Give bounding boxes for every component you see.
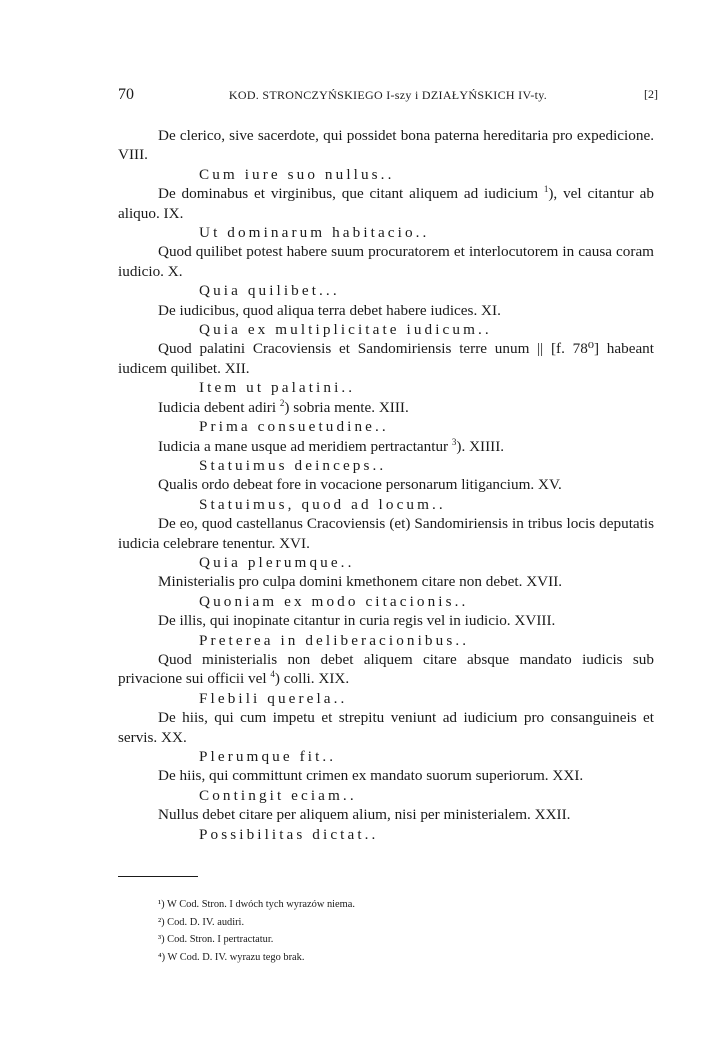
rubric-entry: De clerico, sive sacerdote, qui possidet bona paterna hereditaria pro expedicione. VIII. bbox=[118, 127, 654, 164]
rubric-text: ) sobria mente. XIII. bbox=[284, 398, 409, 416]
incipit-line: Quoniam ex modo citacionis.. bbox=[199, 592, 469, 610]
incipit-line: Preterea in deliberacionibus.. bbox=[199, 631, 470, 649]
rubric-entry bbox=[118, 398, 654, 417]
incipit-line: Prima consuetudine.. bbox=[199, 418, 389, 436]
footnote-ref: 3 bbox=[451, 436, 457, 447]
rubric-entry bbox=[118, 650, 654, 689]
incipit-line: Statuimus, quod ad locum.. bbox=[199, 495, 446, 513]
rubric-text: De dominabus et virginibus, que citant aliquem ad iudicium bbox=[158, 185, 539, 203]
rubric-entry bbox=[118, 184, 654, 223]
rubric-entry: Quod palatini Cracoviensis et Sandomiriensis terre unum || [f. 78⁰] habeant iudicem quilibet. XII. bbox=[118, 340, 654, 377]
footnote: ⁴) W Cod. D. IV. wyrazu tego brak. bbox=[158, 951, 305, 963]
incipit-line: Quia quilibet... bbox=[199, 282, 340, 300]
incipit-line: Quia plerumque.. bbox=[199, 553, 355, 571]
rubric-text: Quod ministerialis non debet aliquem citare absque mandato iudicis sub privacione sui officii vel bbox=[118, 650, 654, 688]
main-text bbox=[118, 126, 654, 844]
footnote: ²) Cod. D. IV. audiri. bbox=[158, 916, 245, 928]
rubric-entry: De illis, qui inopinate citantur in curia regis vel in iudicio. XVIII. bbox=[158, 612, 556, 630]
page-number: 70 bbox=[118, 86, 134, 103]
rubric-entry: De eo, quod castellanus Cracoviensis (et) Sandomiriensis in tribus locis deputatis iudicia celebrare tenentur. XVI. bbox=[118, 515, 654, 552]
rubric-entry: Qualis ordo debeat fore in vocacione personarum litigancium. XV. bbox=[158, 476, 562, 494]
footnote: ³) Cod. Stron. I pertractatur. bbox=[158, 934, 274, 945]
incipit-line: Quia ex multiplicitate iudicum.. bbox=[199, 321, 492, 339]
rubric-text: ) colli. XIX. bbox=[274, 670, 350, 688]
incipit-line: Cum iure suo nullus.. bbox=[199, 165, 395, 183]
footnote-ref: 4 bbox=[270, 669, 275, 680]
rubric-entry: Quod quilibet potest habere suum procuratorem et interlocutorem in causa coram iudicio. X. bbox=[118, 243, 654, 280]
rubric-entry: Nullus debet citare per aliquem alium, nisi per ministerialem. XXII. bbox=[158, 806, 571, 824]
incipit-line: Ut dominarum habitacio.. bbox=[199, 224, 430, 242]
rubric-text: ). XIIII. bbox=[456, 437, 505, 455]
incipit-line: Contingit eciam.. bbox=[199, 786, 357, 804]
incipit-line: Flebili querela.. bbox=[199, 689, 348, 707]
incipit-line: Item ut palatini.. bbox=[199, 379, 356, 397]
incipit-line: Possibilitas dictat.. bbox=[199, 825, 379, 843]
rubric-entry: De iudicibus, quod aliqua terra debet habere iudices. XI. bbox=[158, 301, 501, 319]
rubric-entry: De hiis, qui committunt crimen ex mandato suorum superiorum. XXI. bbox=[158, 767, 584, 785]
rubric-text: ), vel citantur ab aliquo. IX. bbox=[118, 185, 655, 222]
rubric-entry: De hiis, qui cum impetu et strepitu veniunt ad iudicium pro consanguineis et servis. XX. bbox=[118, 709, 654, 746]
footnote: ¹) W Cod. Stron. I dwóch tych wyrazów niema. bbox=[158, 899, 355, 910]
signature-mark: [2] bbox=[644, 87, 658, 101]
rubric-text: Iudicia debent adiri bbox=[158, 398, 277, 416]
footnotes bbox=[158, 896, 638, 966]
footnote-separator bbox=[118, 876, 198, 877]
page-header bbox=[118, 86, 658, 108]
footnote-ref: 1 bbox=[543, 184, 549, 195]
rubric-text: Iudicia a mane usque ad meridiem pertractantur bbox=[158, 437, 449, 455]
incipit-line: Statuimus deinceps.. bbox=[199, 456, 387, 474]
rubric-entry: Ministerialis pro culpa domini kmethonem citare non debet. XVII. bbox=[158, 573, 563, 591]
footnote-ref: 2 bbox=[279, 397, 285, 408]
running-head: KOD. STRONCZYŃSKIEGO I-szy i DZIAŁYŃSKICH IV-ty. bbox=[228, 88, 548, 102]
rubric-entry bbox=[118, 437, 654, 456]
incipit-line: Plerumque fit.. bbox=[199, 748, 337, 765]
